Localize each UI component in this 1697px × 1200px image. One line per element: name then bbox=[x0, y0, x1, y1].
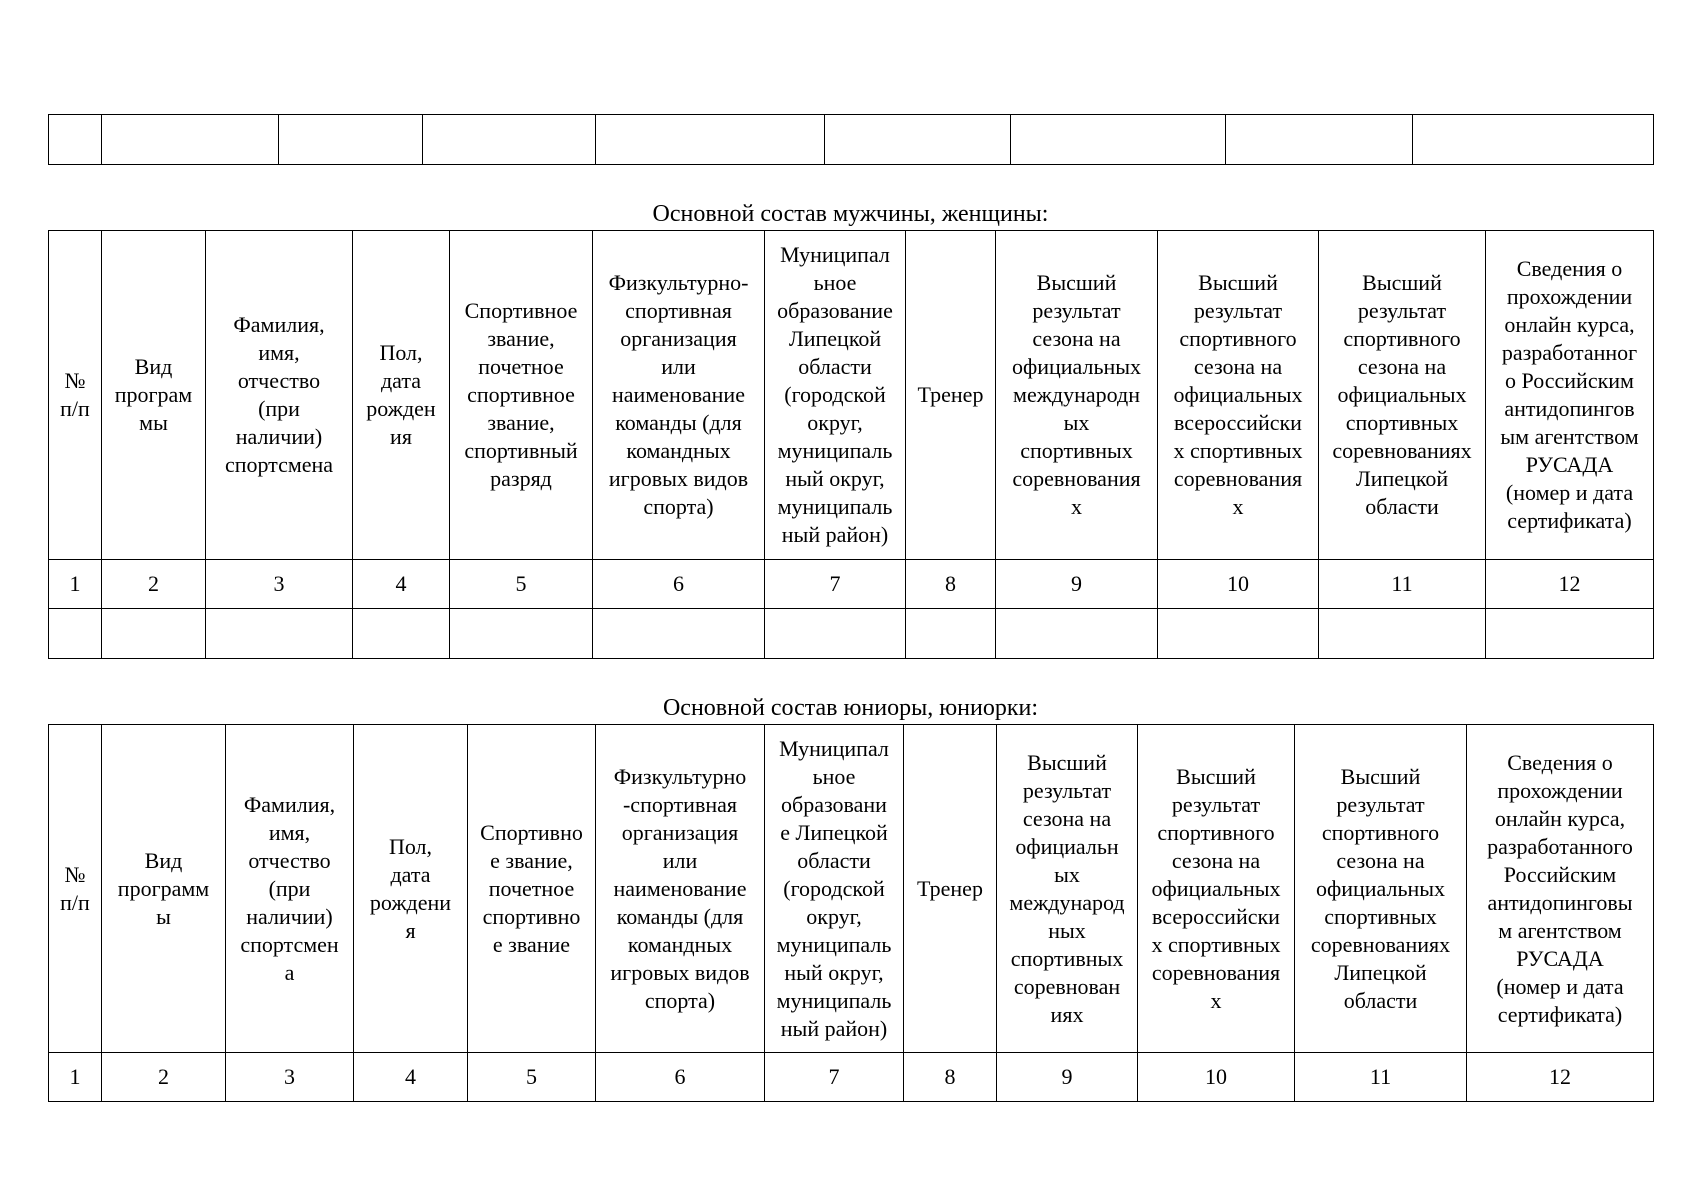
header-rusada-certificate: Сведения о прохождении онлайн курса, разработанног о Российским антидопингов ым агентством РУСАДА (номер и дата сертификата) bbox=[1486, 231, 1654, 560]
column-number: 5 bbox=[450, 560, 593, 609]
header-sex-birthdate: Пол, дата рожден ия bbox=[353, 231, 450, 560]
empty-cell bbox=[49, 115, 102, 165]
empty-cell bbox=[102, 115, 279, 165]
empty-cell bbox=[1413, 115, 1654, 165]
header-program: Вид програм мы bbox=[102, 231, 206, 560]
header-national-result: Высший результат спортивного сезона на официальных всероссийски х спортивных соревнования х bbox=[1158, 231, 1319, 560]
header-sport-title: Спортивно е звание, почетное спортивно е звание bbox=[468, 725, 596, 1053]
column-number: 12 bbox=[1467, 1053, 1654, 1102]
empty-cell bbox=[353, 609, 450, 659]
empty-cell bbox=[1011, 115, 1226, 165]
empty-cell bbox=[906, 609, 996, 659]
column-number: 3 bbox=[206, 560, 353, 609]
header-sport-title: Спортивное звание, почетное спортивное звание, спортивный разряд bbox=[450, 231, 593, 560]
empty-cell bbox=[206, 609, 353, 659]
header-national-result: Высший результат спортивного сезона на официальных всероссийски х спортивных соревнования х bbox=[1138, 725, 1295, 1053]
empty-cell bbox=[450, 609, 593, 659]
juniors-table bbox=[48, 724, 1654, 1102]
header-municipality: Муниципал ьное образование Липецкой области (городской округ, муниципаль ный округ, муниципаль ный район) bbox=[765, 231, 906, 560]
column-number: 4 bbox=[353, 560, 450, 609]
header-regional-result: Высший результат спортивного сезона на официальных спортивных соревнованиях Липецкой области bbox=[1295, 725, 1467, 1053]
header-program: Вид программ ы bbox=[102, 725, 226, 1053]
column-number: 3 bbox=[226, 1053, 354, 1102]
column-number-row bbox=[49, 560, 1654, 609]
empty-cell bbox=[102, 609, 206, 659]
column-number: 4 bbox=[354, 1053, 468, 1102]
column-number: 10 bbox=[1158, 560, 1319, 609]
column-number: 7 bbox=[765, 560, 906, 609]
column-number: 7 bbox=[765, 1053, 904, 1102]
section-title-juniors: Основной состав юниоры, юниорки: bbox=[662, 695, 1039, 721]
column-number: 11 bbox=[1295, 1053, 1467, 1102]
empty-cell bbox=[593, 609, 765, 659]
empty-cell bbox=[825, 115, 1011, 165]
column-number: 9 bbox=[997, 1053, 1138, 1102]
column-number: 6 bbox=[593, 560, 765, 609]
column-number: 9 bbox=[996, 560, 1158, 609]
header-sex-birthdate: Пол, дата рождени я bbox=[354, 725, 468, 1053]
column-number: 2 bbox=[102, 1053, 226, 1102]
header-international-result: Высший результат сезона на официальных международн ых спортивных соревнования х bbox=[996, 231, 1158, 560]
table-row bbox=[49, 609, 1654, 659]
column-number: 2 bbox=[102, 560, 206, 609]
column-number: 10 bbox=[1138, 1053, 1295, 1102]
table-row bbox=[49, 115, 1654, 165]
column-number: 8 bbox=[904, 1053, 997, 1102]
top-empty-table bbox=[48, 114, 1654, 165]
column-number: 6 bbox=[596, 1053, 765, 1102]
header-athlete-name: Фамилия, имя, отчество (при наличии) спортсмена bbox=[206, 231, 353, 560]
header-organization: Физкультурно -спортивная организация или наименование команды (для командных игровых видов спорта) bbox=[596, 725, 765, 1053]
header-international-result: Высший результат сезона на официальн ых международ ных спортивных соревнован иях bbox=[997, 725, 1138, 1053]
header-coach: Тренер bbox=[906, 231, 996, 560]
empty-cell bbox=[423, 115, 596, 165]
empty-cell bbox=[1158, 609, 1319, 659]
empty-cell bbox=[1319, 609, 1486, 659]
empty-cell bbox=[765, 609, 906, 659]
column-number: 8 bbox=[906, 560, 996, 609]
header-number: № п/п bbox=[49, 725, 102, 1053]
section-title-men-women: Основной состав мужчины, женщины: bbox=[652, 201, 1049, 227]
empty-cell bbox=[279, 115, 423, 165]
column-number: 11 bbox=[1319, 560, 1486, 609]
header-number: № п/п bbox=[49, 231, 102, 560]
header-row bbox=[49, 725, 1654, 1053]
column-number-row bbox=[49, 1053, 1654, 1102]
header-regional-result: Высший результат спортивного сезона на официальных спортивных соревнованиях Липецкой области bbox=[1319, 231, 1486, 560]
empty-cell bbox=[1226, 115, 1413, 165]
men-women-table bbox=[48, 230, 1654, 659]
header-rusada-certificate: Сведения о прохождении онлайн курса, разработанного Российским антидопинговы м агентством РУСАДА (номер и дата сертификата) bbox=[1467, 725, 1654, 1053]
header-organization: Физкультурно- спортивная организация или наименование команды (для командных игровых видов спорта) bbox=[593, 231, 765, 560]
column-number: 1 bbox=[49, 1053, 102, 1102]
empty-cell bbox=[596, 115, 825, 165]
empty-cell bbox=[996, 609, 1158, 659]
column-number: 5 bbox=[468, 1053, 596, 1102]
column-number: 12 bbox=[1486, 560, 1654, 609]
empty-cell bbox=[1486, 609, 1654, 659]
empty-cell bbox=[49, 609, 102, 659]
header-coach: Тренер bbox=[904, 725, 997, 1053]
header-municipality: Муниципал ьное образовани е Липецкой области (городской округ, муниципаль ный округ, муниципаль ный район) bbox=[765, 725, 904, 1053]
header-athlete-name: Фамилия, имя, отчество (при наличии) спортсмен а bbox=[226, 725, 354, 1053]
column-number: 1 bbox=[49, 560, 102, 609]
header-row bbox=[49, 231, 1654, 560]
